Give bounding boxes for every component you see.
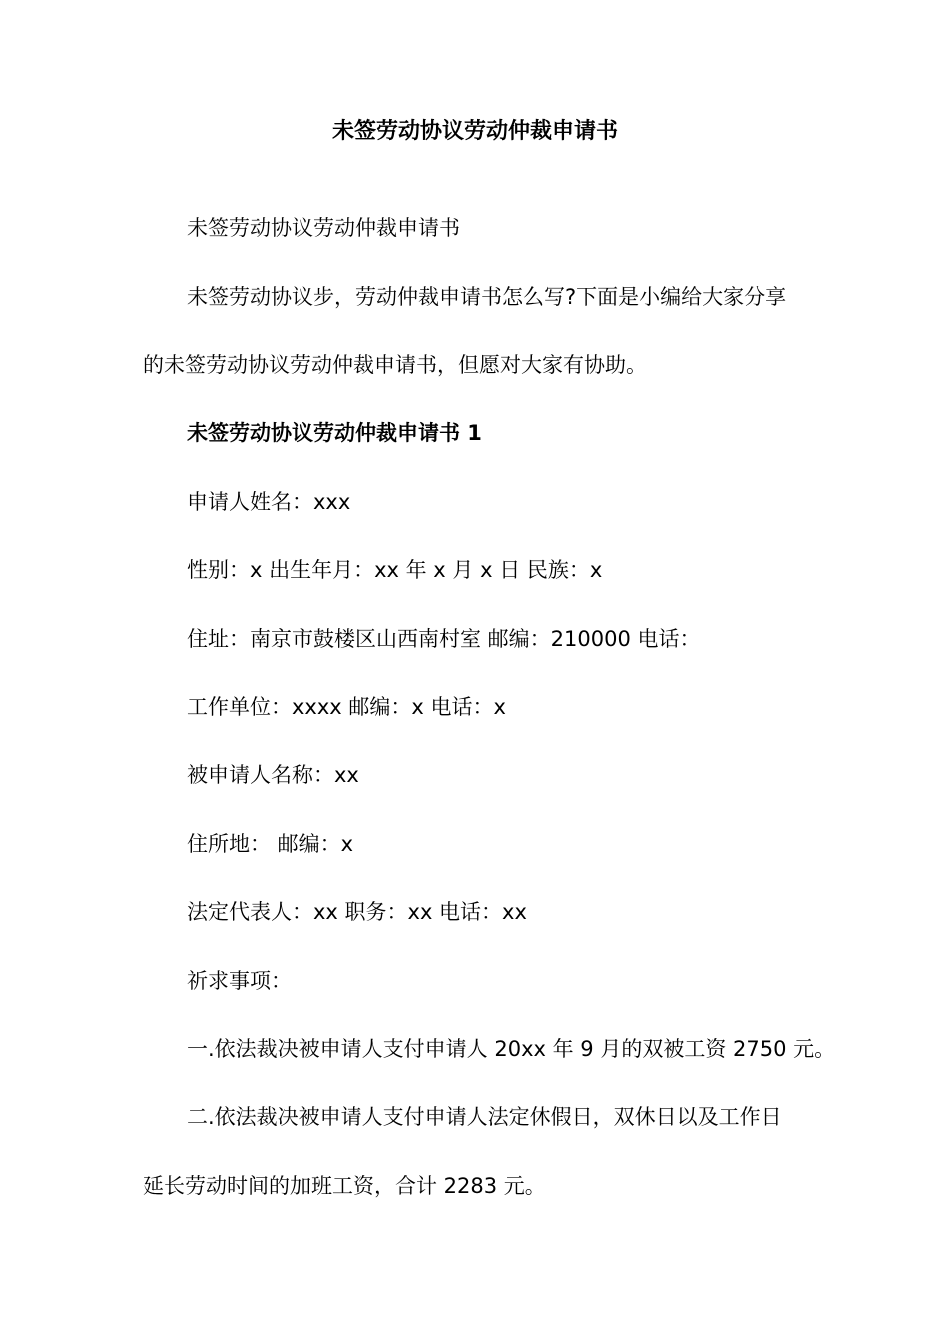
respondent-name: 被申请人名称：xx <box>187 763 359 787</box>
claim-item-2-line1: 二.依法裁决被申请人支付申请人法定休假日，双休日以及工作日 <box>187 1105 782 1129</box>
legal-representative: 法定代表人：xx 职务：xx 电话：xx <box>187 900 527 924</box>
paragraph-intro-line1: 未签劳动协议步，劳动仲裁申请书怎么写?下面是小编给大家分享 <box>187 285 787 309</box>
claim-item-1: 一.依法裁决被申请人支付申请人 20xx 年 9 月的双被工资 2750 元。 <box>187 1037 836 1061</box>
applicant-name: 申请人姓名：xxx <box>187 490 351 514</box>
respondent-address: 住所地： 邮编：x <box>187 832 354 856</box>
document-title: 未签劳动协议劳动仲裁申请书 <box>331 119 618 144</box>
section-heading-1: 未签劳动协议劳动仲裁申请书 1 <box>187 421 482 445</box>
applicant-address: 住址：南京市鼓楼区山西南村室 邮编：210000 电话： <box>187 627 701 651</box>
applicant-details: 性别：x 出生年月：xx 年 x 月 x 日 民族：x <box>187 558 603 582</box>
paragraph-intro-line2: 的未签劳动协议劳动仲裁申请书，但愿对大家有协助。 <box>143 353 647 377</box>
paragraph-subtitle: 未签劳动协议劳动仲裁申请书 <box>187 216 460 240</box>
claims-heading: 祈求事项： <box>187 969 292 993</box>
applicant-employer: 工作单位：xxxx 邮编：x 电话：x <box>187 695 506 719</box>
claim-item-2-line2: 延长劳动时间的加班工资，合计 2283 元。 <box>143 1174 546 1198</box>
